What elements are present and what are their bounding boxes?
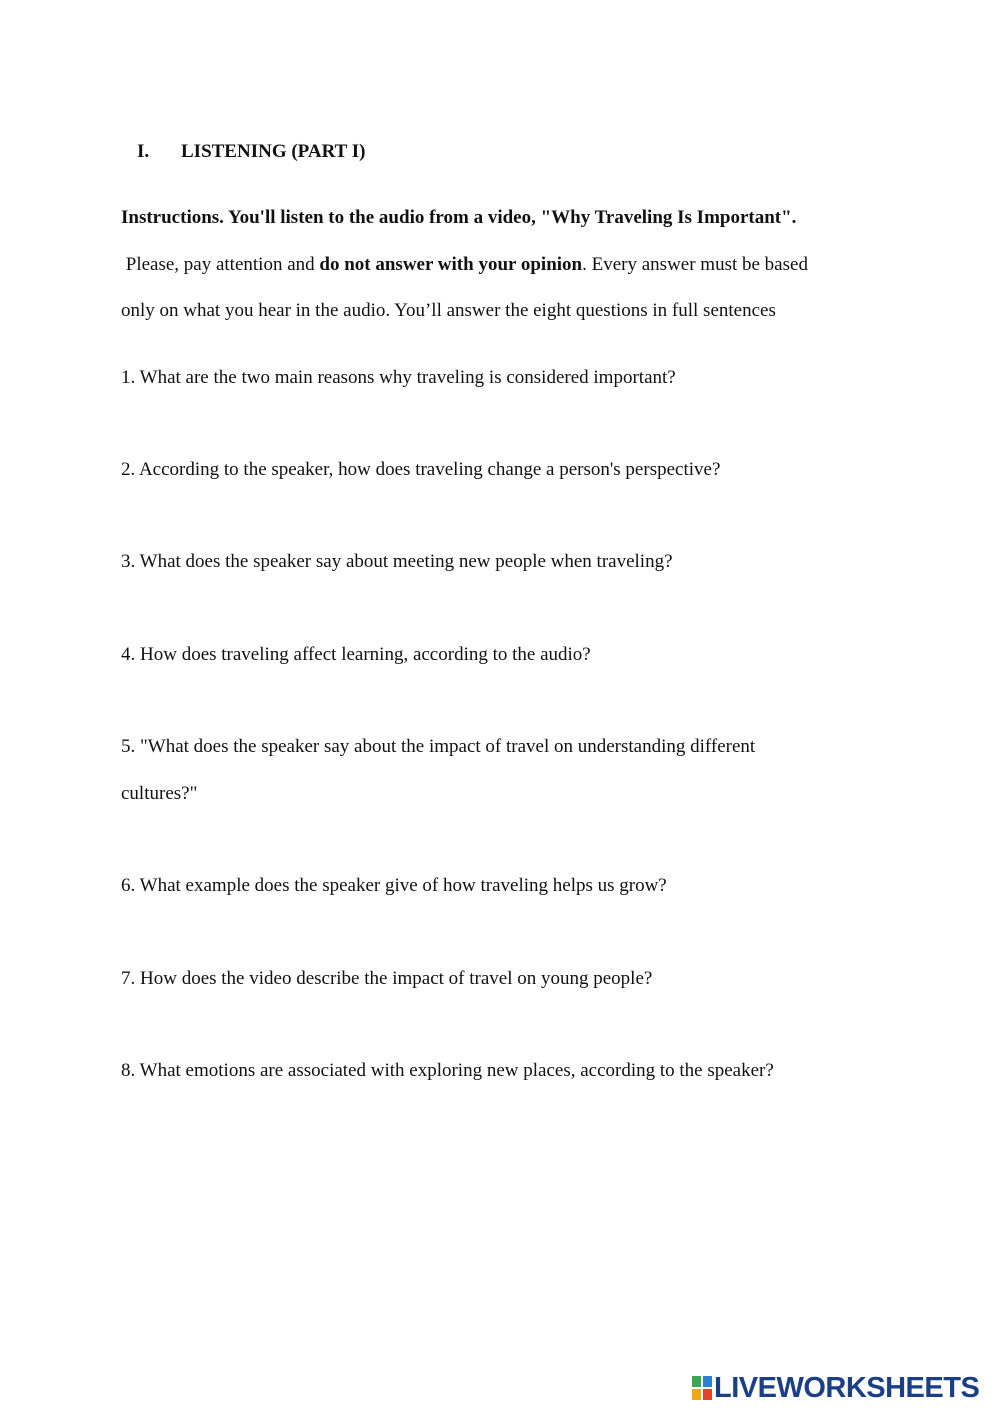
question-7: 7. How does the video describe the impact of travel on young people? [121, 968, 653, 989]
liveworksheets-logo-icon [692, 1376, 712, 1400]
question-8: 8. What emotions are associated with exploring new places, according to the speaker? [121, 1060, 774, 1081]
instructions-line-2-end: . Every answer must be based [582, 254, 808, 275]
question-5: 5. "What does the speaker say about the impact of travel on understanding different [121, 736, 756, 757]
section-title: LISTENING (PART I) [181, 141, 366, 162]
instructions-line-1: Instructions. You'll listen to the audio from a video, "Why Traveling Is Important". [121, 207, 797, 228]
question-6: 6. What example does the speaker give of how traveling helps us grow? [121, 875, 667, 896]
liveworksheets-brand-text: LIVEWORKSHEETS [714, 1372, 980, 1404]
question-1: 1. What are the two main reasons why traveling is considered important? [121, 367, 676, 388]
question-2: 2. According to the speaker, how does traveling change a person's perspective? [121, 459, 721, 480]
section-number: I. [137, 141, 150, 162]
instructions-emphasis: do not answer with your opinion [319, 254, 583, 275]
instructions-line-2-start: Please, pay attention and [121, 254, 320, 275]
liveworksheets-logo [692, 1372, 979, 1404]
question-3: 3. What does the speaker say about meeting new people when traveling? [121, 551, 673, 572]
question-5-continued: cultures?" [121, 783, 198, 804]
instructions-line-3: only on what you hear in the audio. You’ll answer the eight questions in full sentences [121, 300, 776, 321]
question-4: 4. How does traveling affect learning, according to the audio? [121, 644, 591, 665]
section-heading [137, 141, 365, 163]
instructions-line-2 [121, 254, 808, 276]
